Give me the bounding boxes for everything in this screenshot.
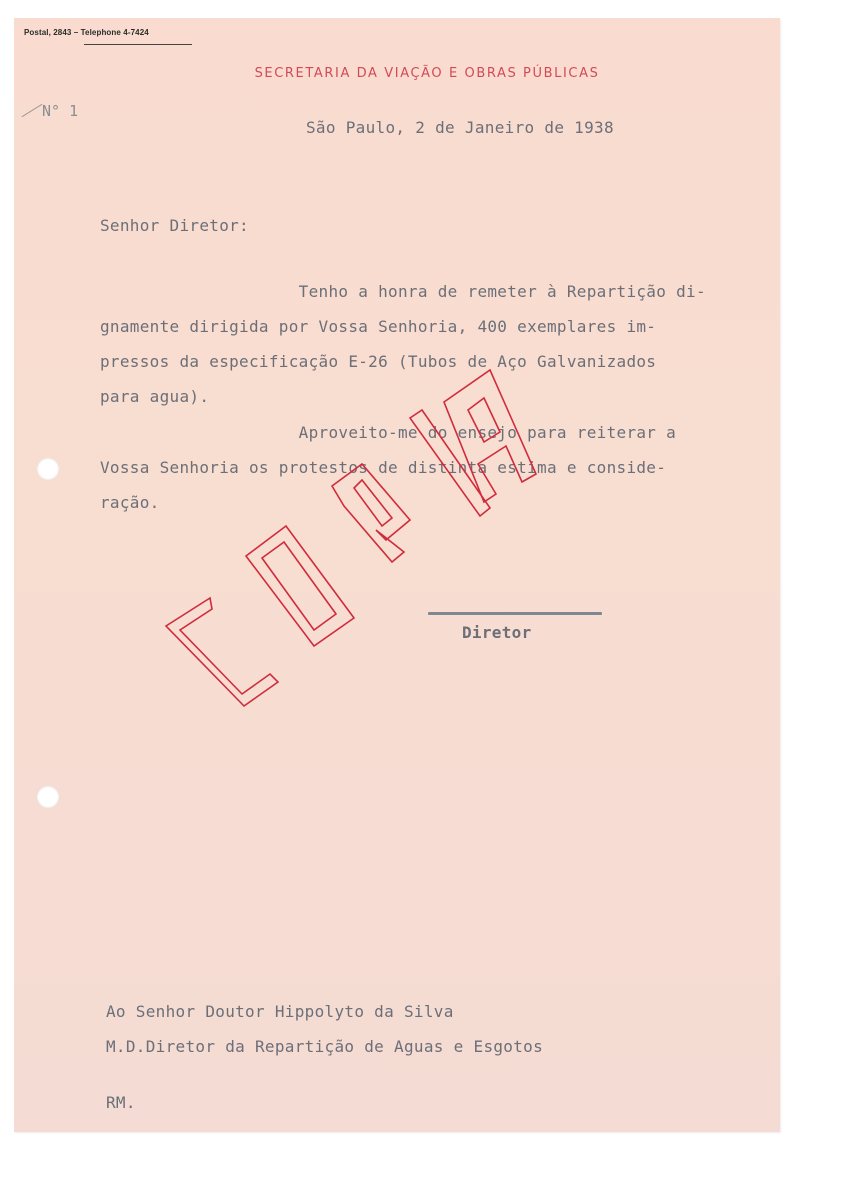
copia-stamp-letters [166, 370, 536, 706]
document-number: N° 1 [42, 102, 79, 120]
body-line: ração. [100, 493, 160, 512]
signature-line [428, 612, 602, 615]
body-line: gnamente dirigida por Vossa Senhoria, 400 exemplares im- [100, 317, 657, 336]
letterhead-title: SECRETARIA DA VIAÇÃO E OBRAS PÚBLICAS [254, 66, 600, 81]
stamp-letter-o [246, 526, 354, 646]
stamp-letter-c [166, 598, 278, 706]
signature-title: Diretor [462, 623, 532, 642]
postal-telephone-line: Postal, 2843 – Telephone 4-7424 [24, 28, 149, 37]
salutation: Senhor Diretor: [100, 216, 249, 235]
body-line: Tenho a honra de remeter à Repartição di- [100, 282, 706, 301]
header-underline [84, 44, 192, 45]
addressee-line: Ao Senhor Doutor Hippolyto da Silva [106, 1002, 454, 1021]
addressee-line: M.D.Diretor da Repartição de Aguas e Esgotos [106, 1037, 544, 1056]
body-line: para agua). [100, 387, 210, 406]
body-line: Vossa Senhoria os protestos de distinta estima e conside- [100, 458, 667, 477]
pencil-mark [22, 104, 43, 118]
punch-hole [37, 786, 59, 808]
body-line: pressos da especificação E-26 (Tubos de Aço Galvanizados [100, 352, 657, 371]
letter-page [14, 18, 780, 1132]
punch-hole [37, 458, 59, 480]
body-line: Aproveito-me do ensejo para reiterar a [100, 423, 677, 442]
letter-date: São Paulo, 2 de Janeiro de 1938 [306, 118, 614, 137]
stamp-letter-p [332, 464, 410, 562]
typist-initials: RM. [106, 1093, 136, 1112]
copia-stamp [14, 18, 780, 1132]
